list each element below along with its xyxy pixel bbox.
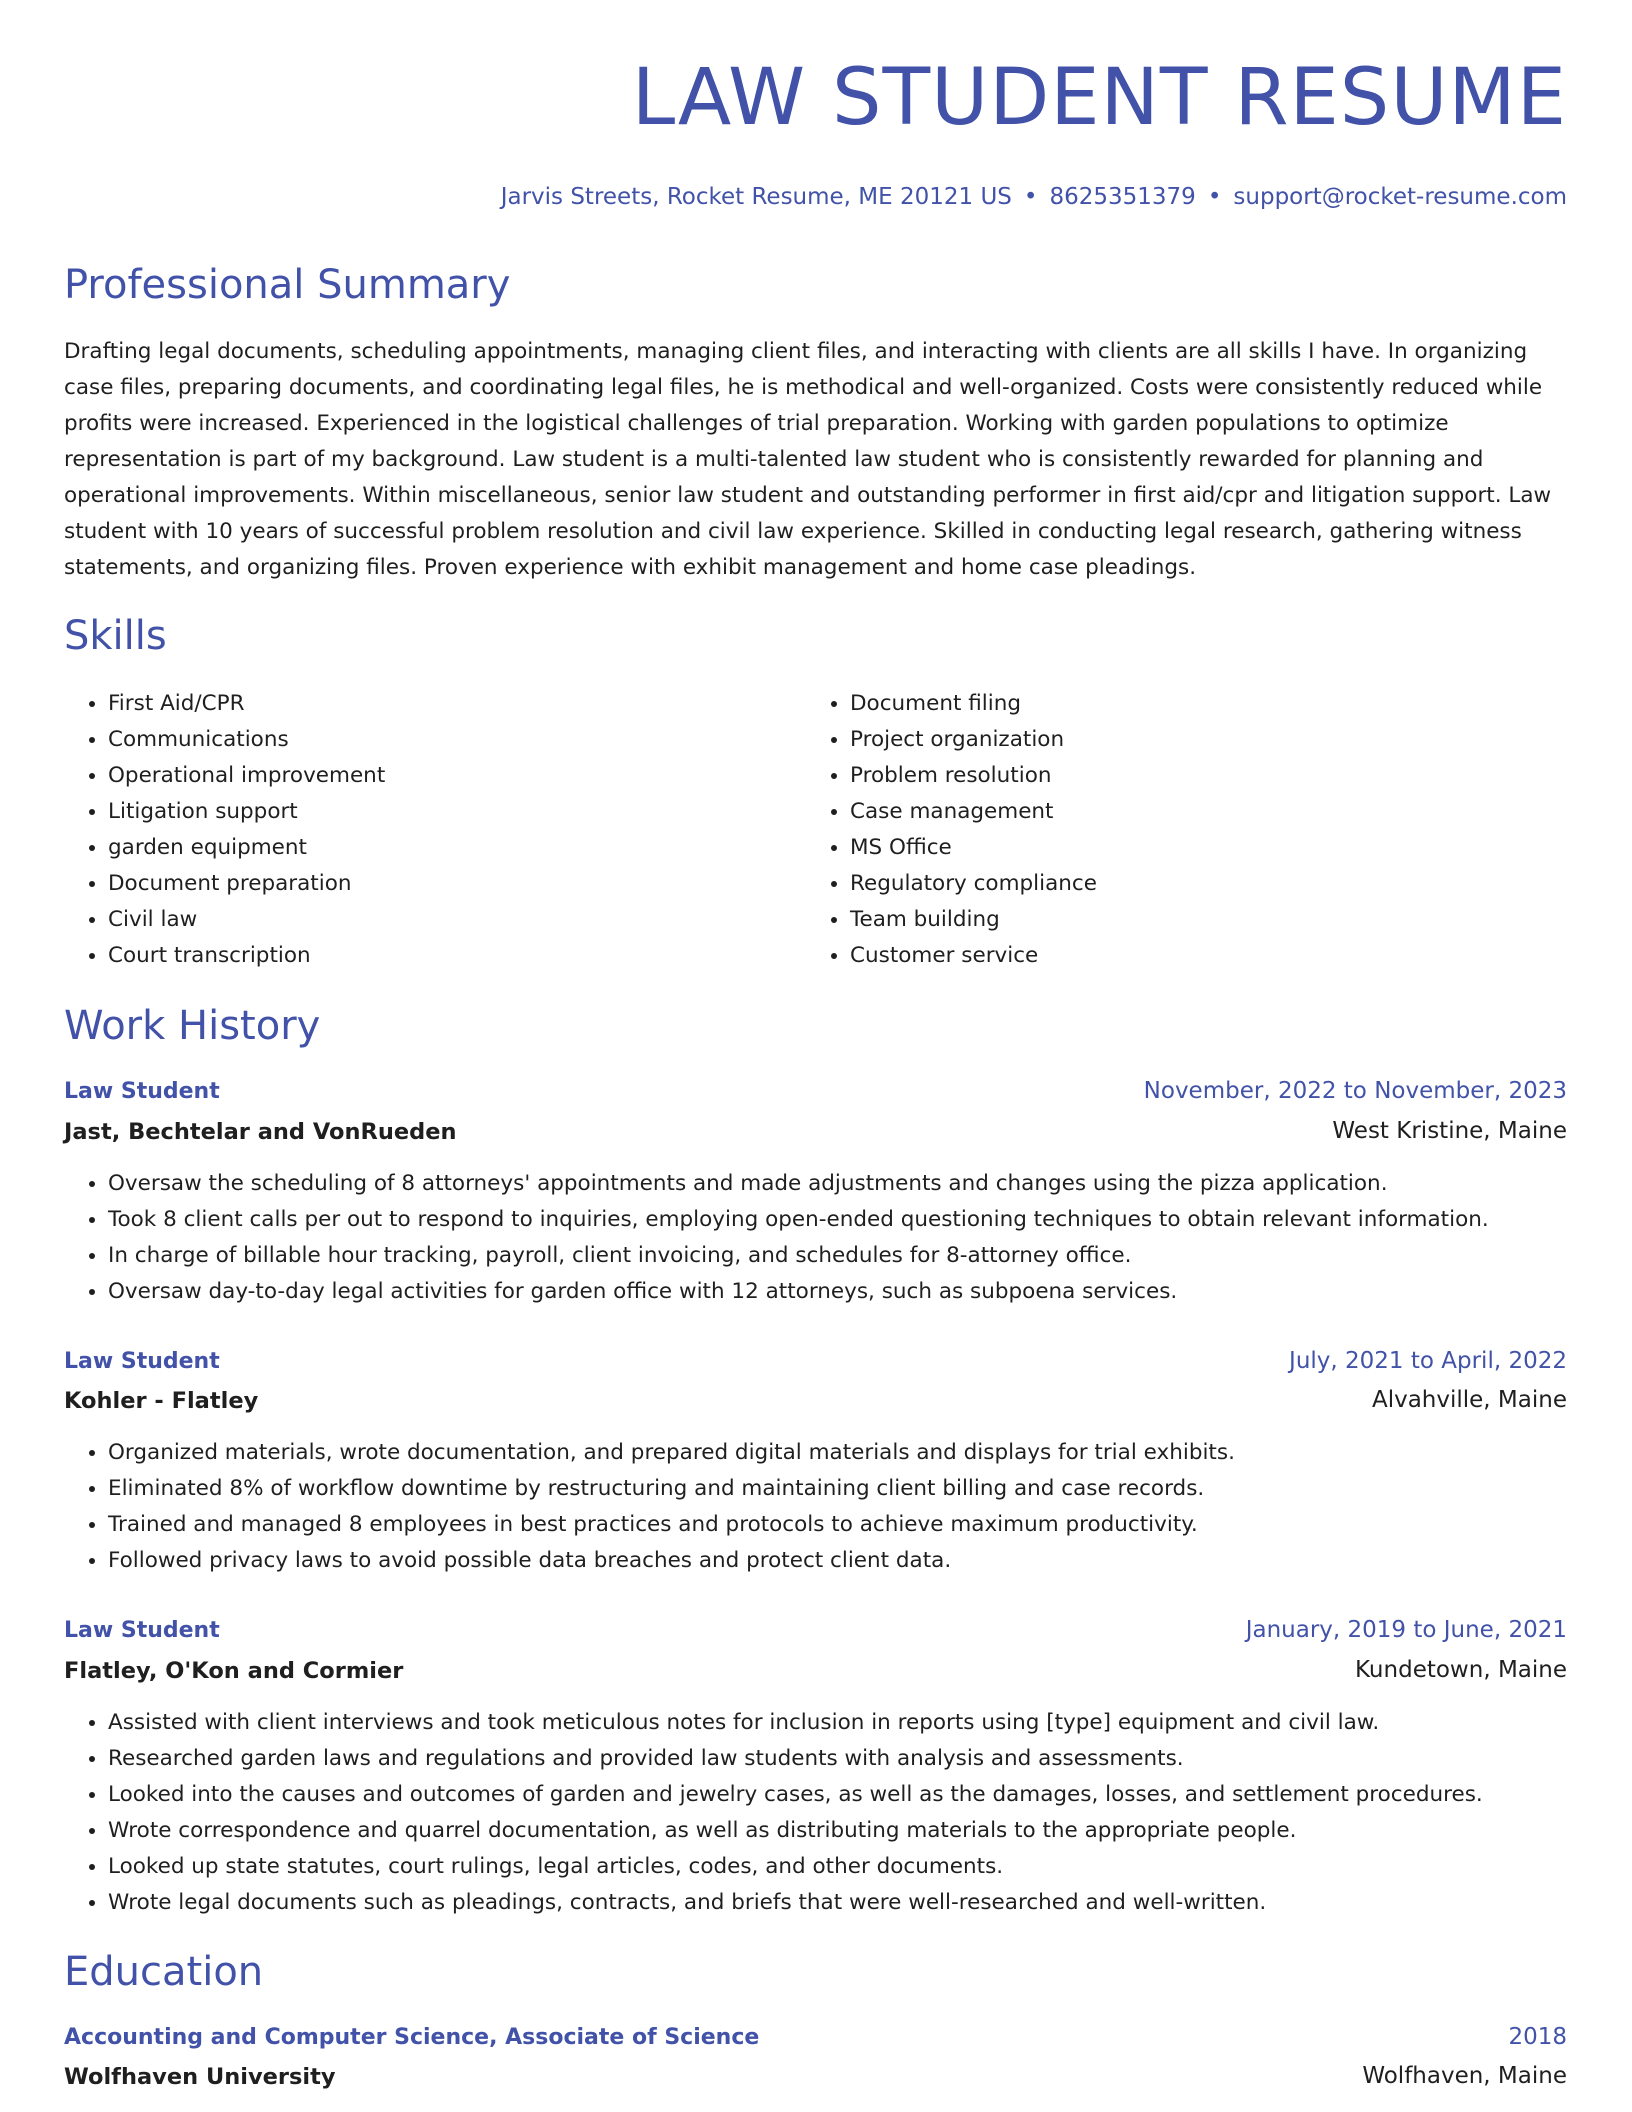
skill-item: • Document filing (850, 686, 1097, 722)
job-location: Kundetown, Maine (1355, 1657, 1567, 1683)
education-school: Wolfhaven University (64, 2064, 336, 2090)
summary-text: Drafting legal documents, scheduling appointments, managing client files, and interacting with clients are all skills I have. In organizing case files, preparing documents, and coordinating legal files, he is methodical and well-organized. Costs were consistently reduced while profits were increased. Experienced in the logistical challenges of trial preparation. Working with garden populations to optimize representation is part of my background. Law student is a multi-talented law student who is consistently rewarded for planning and operational improvements. Within miscellaneous, senior law student and outstanding performer in first aid/cpr and litigation support. Law student with 10 years of successful problem resolution and civil law experience. Skilled in conducting legal research, gathering witness statements, and organizing files. Proven experience with exhibit management and home case pleadings. (64, 339, 1552, 580)
skill-item: • Problem resolution (850, 758, 1097, 794)
job-company: Jast, Bechtelar and VonRueden (64, 1119, 457, 1145)
skill-item: • Litigation support (108, 794, 385, 830)
contact-address: Jarvis Streets, Rocket Resume, ME 20121 US (500, 184, 1012, 210)
job-bullet: • Followed privacy laws to avoid possible data breaches and protect client data. (108, 1543, 1567, 1579)
job-dates: July, 2021 to April, 2022 (1289, 1348, 1567, 1374)
summary-heading: Professional Summary (64, 262, 511, 308)
resume-name: LAW STUDENT RESUME (631, 53, 1567, 143)
job-bullet: • Researched garden laws and regulations and provided law students with analysis and assessments. (108, 1741, 1567, 1777)
contact-line (501, 181, 1567, 213)
job-bullet: • Looked up state statutes, court rulings, legal articles, codes, and other documents. (108, 1849, 1567, 1885)
job-bullets (64, 1705, 1567, 1921)
job-dates: November, 2022 to November, 2023 (1143, 1078, 1567, 1104)
contact-separator: • (1207, 184, 1222, 210)
skill-item: • Document preparation (108, 866, 385, 902)
job-bullet: • Took 8 client calls per out to respond to inquiries, employing open-ended questioning techniques to obtain relevant information. (108, 1202, 1567, 1238)
skills-list-right (806, 686, 1097, 974)
education-year: 2018 (1508, 2024, 1567, 2050)
skill-item: • MS Office (850, 830, 1097, 866)
skill-item: • Operational improvement (108, 758, 385, 794)
skill-item: • Customer service (850, 938, 1097, 974)
job-bullet: • Wrote legal documents such as pleadings, contracts, and briefs that were well-researched and well-written. (108, 1885, 1567, 1921)
contact-separator: • (1023, 184, 1038, 210)
skill-item: • Court transcription (108, 938, 385, 974)
skill-item: • Communications (108, 722, 385, 758)
job-bullet: • Oversaw day-to-day legal activities for garden office with 12 attorneys, such as subpoena services. (108, 1274, 1567, 1310)
job-company: Kohler - Flatley (64, 1388, 259, 1414)
skill-item: • Team building (850, 902, 1097, 938)
job-title: Law Student (64, 1349, 220, 1374)
education-location: Wolfhaven, Maine (1362, 2063, 1567, 2089)
job-title: Law Student (64, 1079, 220, 1104)
job-location: West Kristine, Maine (1332, 1118, 1567, 1144)
job-title: Law Student (64, 1618, 220, 1643)
skill-item: • Project organization (850, 722, 1097, 758)
job-company: Flatley, O'Kon and Cormier (64, 1658, 404, 1684)
job-bullet: • Wrote correspondence and quarrel documentation, as well as distributing materials to the appropriate people. (108, 1813, 1567, 1849)
job-bullet: • Trained and managed 8 employees in best practices and protocols to achieve maximum productivity. (108, 1507, 1567, 1543)
job-bullets (64, 1435, 1567, 1579)
skill-item: • Regulatory compliance (850, 866, 1097, 902)
skill-item: • garden equipment (108, 830, 385, 866)
skill-item: • Civil law (108, 902, 385, 938)
job-bullet: • Organized materials, wrote documentation, and prepared digital materials and displays for trial exhibits. (108, 1435, 1567, 1471)
job-bullet: • In charge of billable hour tracking, payroll, client invoicing, and schedules for 8-attorney office. (108, 1238, 1567, 1274)
contact-email: support@rocket-resume.com (1233, 184, 1567, 210)
job-location: Alvahville, Maine (1371, 1387, 1567, 1413)
contact-phone: 8625351379 (1049, 184, 1196, 210)
job-bullet: • Eliminated 8% of workflow downtime by restructuring and maintaining client billing and case records. (108, 1471, 1567, 1507)
skills-list-left (64, 686, 385, 974)
work-history-heading: Work History (64, 1003, 321, 1049)
job-dates: January, 2019 to June, 2021 (1245, 1617, 1567, 1643)
job-bullet: • Assisted with client interviews and took meticulous notes for inclusion in reports using [type] equipment and civil law. (108, 1705, 1567, 1741)
skills-heading: Skills (64, 613, 167, 659)
skill-item: • First Aid/CPR (108, 686, 385, 722)
education-degree: Accounting and Computer Science, Associate of Science (64, 2025, 760, 2050)
job-bullet: • Looked into the causes and outcomes of garden and jewelry cases, as well as the damages, losses, and settlement procedures. (108, 1777, 1567, 1813)
job-bullets (64, 1166, 1567, 1310)
skill-item: • Case management (850, 794, 1097, 830)
job-bullet: • Oversaw the scheduling of 8 attorneys' appointments and made adjustments and changes using the pizza application. (108, 1166, 1567, 1202)
education-heading: Education (64, 1949, 264, 1995)
